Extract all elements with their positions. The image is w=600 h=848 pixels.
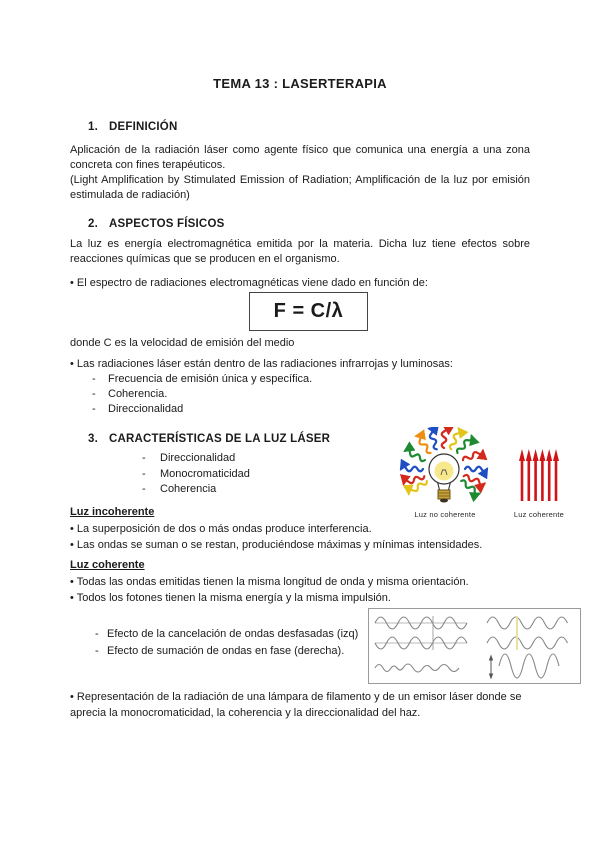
laser-properties-list <box>70 372 540 417</box>
incoherent-bullets <box>70 522 530 553</box>
laser-characteristics-list <box>70 451 400 498</box>
list-item-label: Efecto de la cancelación de ondas desfasadas (izq) <box>107 628 359 640</box>
list-item-label: Direccionalidad <box>108 403 184 415</box>
section-number: 3. <box>88 433 98 445</box>
dash-bullet: - <box>142 467 146 480</box>
list-item-label: Efecto de sumación de ondas en fase (derecha). <box>107 645 345 657</box>
bullet-paragraph: • La superposición de dos o más ondas produce interferencia. <box>70 523 372 535</box>
wave-effects-list <box>70 626 370 660</box>
coherent-bullets <box>70 575 530 606</box>
section-heading-definicion <box>88 121 177 133</box>
list-item-label: Monocromaticidad <box>160 467 250 480</box>
wave-interference-icon <box>369 609 580 683</box>
bullet-paragraph: • Las radiaciones láser están dentro de las radiaciones infrarrojas y luminosas: <box>70 358 453 370</box>
dash-bullet: - <box>92 373 96 385</box>
dash-bullet: - <box>92 388 96 400</box>
section-heading-label: ASPECTOS FÍSICOS <box>109 218 225 230</box>
subheading-luz-incoherente: Luz incoherente <box>70 506 155 518</box>
coherent-light-figure <box>519 447 559 502</box>
section-number: 2. <box>88 218 98 230</box>
list-item <box>70 372 540 387</box>
list-item <box>70 451 400 467</box>
incoherent-figure-caption: Luz no coherente <box>414 510 476 519</box>
section-heading-caracteristicas <box>88 433 330 445</box>
dash-bullet: - <box>142 483 146 495</box>
list-item-label: Coherencia <box>160 483 217 495</box>
paragraph: (Light Amplification by Stimulated Emission of Radiation; Amplificación de la luz por emisión estimulada de radiación) <box>70 174 530 201</box>
section-heading-label: CARACTERÍSTICAS DE LA LUZ LÁSER <box>109 433 331 445</box>
list-item-label: Direccionalidad <box>160 452 236 464</box>
closing-bullet-paragraph: • Representación de la radiación de una lámpara de filamento y de un emisor láser donde se aprecia la monocromaticidad, la coherencia y la direccionalidad del haz. <box>70 691 522 719</box>
section-heading-aspectos-fisicos <box>88 218 224 230</box>
dash-bullet: - <box>142 452 146 464</box>
wave-interference-figure <box>368 608 581 684</box>
bullet-paragraph: • El espectro de radiaciones electromagnéticas viene dado en función de: <box>70 277 428 289</box>
dash-bullet: - <box>95 628 99 640</box>
list-item <box>70 387 540 402</box>
incoherent-light-figure <box>392 427 498 511</box>
paragraph: La luz es energía electromagnética emitida por la materia. Dicha luz tiene efectos sobre reacciones químicas que se producen en el organismo. <box>70 238 530 265</box>
bullet-paragraph: • Las ondas se suman o se restan, produciéndose máximas y mínimas intensidades. <box>70 538 483 551</box>
coherent-figure-caption: Luz coherente <box>513 510 565 519</box>
page-title: TEMA 13 : LASERTERAPIA <box>213 76 387 91</box>
subheading-luz-coherente: Luz coherente <box>70 559 145 571</box>
section-heading-label: DEFINICIÓN <box>109 121 178 133</box>
bullet-paragraph: • Todas las ondas emitidas tienen la misma longitud de onda y misma orientación. <box>70 576 469 588</box>
list-item <box>70 402 540 417</box>
formula-note: donde C es la velocidad de emisión del medio <box>70 337 295 349</box>
bulb-body <box>429 454 459 503</box>
bullet-paragraph: • Todos los fotones tienen la misma energía y la misma impulsión. <box>70 591 391 604</box>
dash-bullet: - <box>92 403 96 415</box>
list-item-label: Coherencia. <box>108 388 168 400</box>
definicion-text <box>70 143 530 203</box>
section-number: 1. <box>88 121 98 133</box>
list-item <box>70 467 400 483</box>
light-bulb-icon <box>392 427 498 511</box>
formula-text: F = C/λ <box>273 300 344 322</box>
list-item <box>70 643 370 660</box>
list-item <box>70 482 400 498</box>
coherent-light-arrows-icon <box>519 447 559 502</box>
list-item-label: Frecuencia de emisión única y específica. <box>108 373 313 385</box>
list-item <box>70 626 370 643</box>
dash-bullet: - <box>95 645 99 657</box>
paragraph: Aplicación de la radiación láser como agente físico que comunica una energía a una zona concreta con fines terapéuticos. <box>70 144 530 171</box>
formula-box <box>249 292 368 331</box>
